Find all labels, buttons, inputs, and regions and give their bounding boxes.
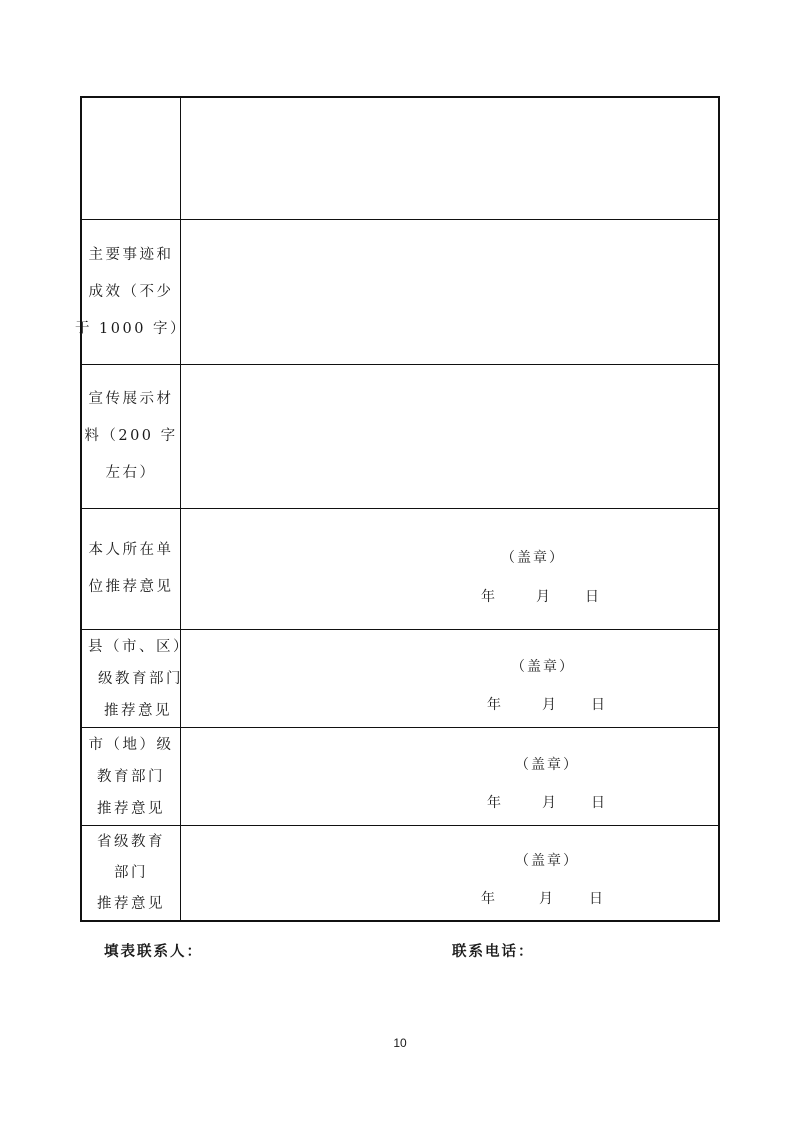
- label-line: 推荐意见: [104, 702, 172, 719]
- city-opinion-label: [82, 728, 181, 825]
- form-row-publicity: [82, 365, 718, 509]
- label-line: 推荐意见: [97, 895, 165, 912]
- achievements-content[interactable]: [181, 220, 718, 364]
- publicity-label: [82, 365, 181, 508]
- label-line: 于 1000 字）: [74, 320, 188, 337]
- province-opinion-content[interactable]: [181, 826, 718, 920]
- contact-phone-label: 联系电话：: [452, 943, 535, 960]
- label-line: 成效（不少: [88, 283, 174, 300]
- label-line: 县（市、区）: [88, 638, 190, 655]
- date-month: 月: [536, 589, 550, 605]
- seal-note: （盖章）: [501, 550, 565, 566]
- label-line: 推荐意见: [97, 800, 165, 817]
- recommendation-form-table: [74, 96, 720, 922]
- label-cell-empty: [82, 98, 181, 219]
- form-row-top: [82, 98, 718, 220]
- label-line: 料（200 字: [84, 428, 178, 444]
- label-line: 教育部门: [97, 768, 165, 785]
- county-opinion-content[interactable]: [181, 630, 718, 727]
- date-year: 年: [487, 795, 501, 811]
- date-day: 日: [589, 891, 603, 907]
- label-line: 本人所在单: [88, 542, 174, 558]
- form-row-county-opinion: [82, 630, 718, 728]
- seal-note: （盖章）: [515, 757, 579, 773]
- province-opinion-label: [82, 826, 181, 920]
- date-year: 年: [487, 697, 501, 713]
- contact-person-label: 填表联系人：: [104, 943, 203, 960]
- form-row-unit-opinion: [82, 509, 718, 630]
- unit-opinion-content[interactable]: [181, 509, 718, 629]
- label-line: 级教育部门: [98, 670, 183, 687]
- date-year: 年: [481, 891, 495, 907]
- label-line: 市（地）级: [88, 736, 174, 753]
- page-number: 10: [393, 1036, 407, 1050]
- label-line: 主要事迹和: [88, 246, 174, 263]
- date-year: 年: [481, 589, 495, 605]
- seal-note: （盖章）: [511, 659, 575, 675]
- form-row-city-opinion: [82, 728, 718, 826]
- achievements-label: [74, 220, 188, 364]
- label-line: 左右）: [105, 465, 157, 481]
- unit-opinion-label: [82, 509, 181, 629]
- county-opinion-label: [82, 630, 190, 727]
- form-row-achievements: [74, 220, 718, 365]
- date-day: 日: [591, 697, 605, 713]
- label-line: 宣传展示材: [88, 391, 174, 407]
- date-month: 月: [542, 697, 556, 713]
- label-line: 部门: [114, 864, 148, 881]
- label-line: 省级教育: [97, 833, 165, 850]
- label-line: 位推荐意见: [88, 579, 174, 595]
- date-day: 日: [585, 589, 599, 605]
- seal-note: （盖章）: [515, 853, 579, 869]
- date-month: 月: [542, 795, 556, 811]
- city-opinion-content[interactable]: [181, 728, 718, 825]
- publicity-content[interactable]: [181, 365, 718, 508]
- content-cell-top[interactable]: [181, 98, 718, 219]
- date-day: 日: [591, 795, 605, 811]
- date-month: 月: [539, 891, 553, 907]
- form-row-province-opinion: [82, 826, 718, 920]
